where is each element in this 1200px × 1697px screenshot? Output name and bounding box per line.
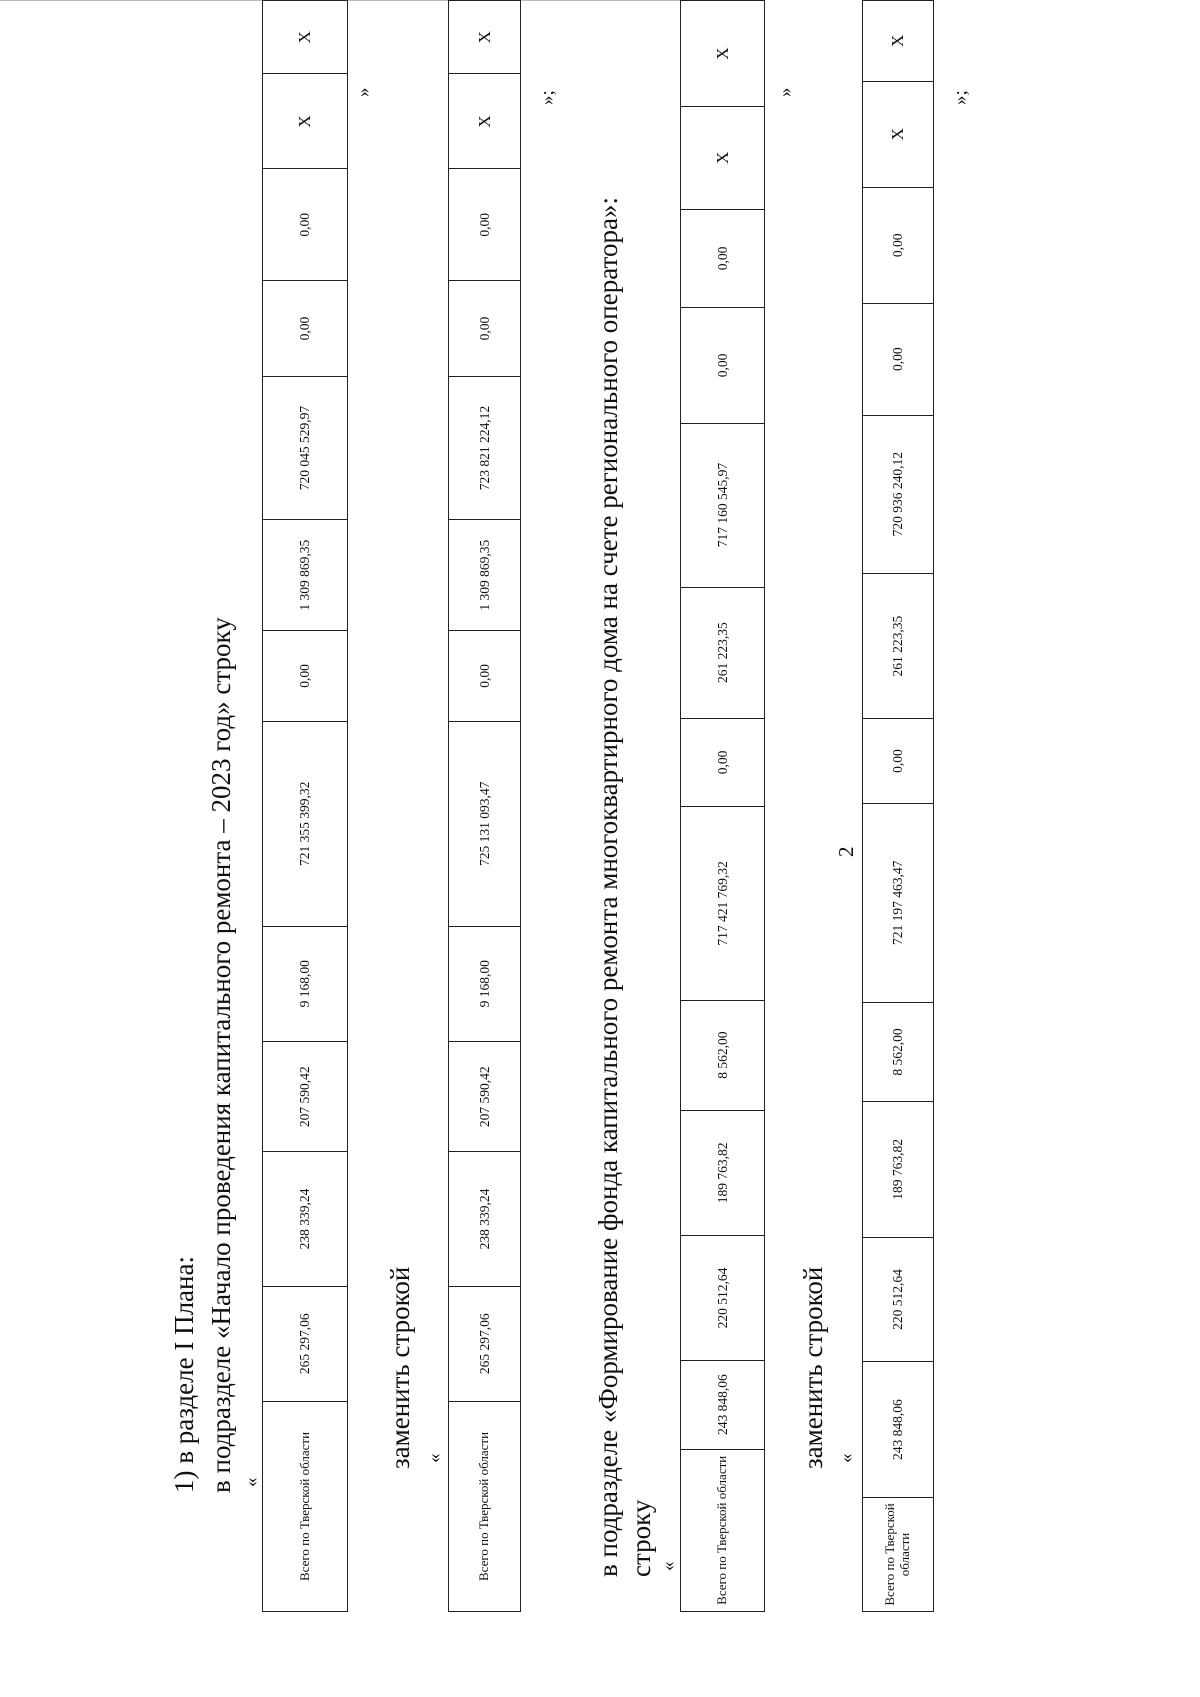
table-row-new-regop: [862, 0, 934, 1612]
open-quote: «: [836, 1453, 857, 1463]
table-cell: 1 309 869,35: [263, 520, 348, 631]
table-cell: 265 297,06: [263, 1286, 348, 1401]
subsection-2-heading-cont: строку: [626, 1499, 656, 1577]
table-cell: Х: [681, 107, 765, 209]
table-cell: 9 168,00: [263, 926, 348, 1041]
table-cell: Х: [263, 1, 348, 74]
table-cell: 1 309 869,35: [449, 520, 521, 631]
table-cell: Х: [681, 1, 765, 107]
table-cell: Всего по Тверской области: [681, 1449, 765, 1611]
table-cell: Х: [863, 81, 934, 187]
close-quote: »: [353, 87, 374, 97]
table-cell: 0,00: [263, 281, 348, 377]
table-cell: 207 590,42: [449, 1041, 521, 1152]
table-cell: 723 821 224,12: [449, 376, 521, 520]
table-cell: 0,00: [449, 630, 521, 721]
table-cell: 8 562,00: [681, 1000, 765, 1110]
table-cell: 238 339,24: [263, 1152, 348, 1286]
table-cell: Х: [449, 74, 521, 169]
table-cell: 720 045 529,97: [263, 376, 348, 520]
table-cell: 9 168,00: [449, 926, 521, 1041]
table-cell: Х: [263, 74, 348, 169]
table-cell: 0,00: [263, 630, 348, 721]
table-cell: 721 197 463,47: [863, 803, 934, 1002]
table-cell: 243 848,06: [681, 1360, 765, 1449]
table-cell: 717 421 769,32: [681, 807, 765, 1000]
table-cell: 0,00: [681, 308, 765, 423]
table-cell: 717 160 545,97: [681, 423, 765, 587]
section-intro: 1) в разделе I Плана:: [169, 1256, 199, 1493]
table-cell: 0,00: [681, 209, 765, 308]
subsection-1-heading: в подразделе «Начало проведения капитального ремонта – 2023 год» строку: [206, 617, 236, 1493]
table-cell: 189 763,82: [863, 1102, 934, 1238]
table-cell: 0,00: [449, 281, 521, 377]
replace-label: заменить строкой: [798, 1266, 828, 1469]
table-cell: 189 763,82: [681, 1110, 765, 1236]
replace-label: заменить строкой: [385, 1266, 415, 1469]
table-cell: 265 297,06: [449, 1286, 521, 1401]
table-cell: Всего по Тверской области: [863, 1497, 934, 1611]
table-cell: Всего по Тверской области: [263, 1401, 348, 1611]
table-cell: Х: [449, 1, 521, 74]
table-cell: 238 339,24: [449, 1152, 521, 1286]
table-row-old-regop: [680, 0, 765, 1612]
table-cell: Х: [863, 1, 934, 82]
subsection-2-heading: в подразделе «Формирование фонда капитального ремонта многоквартирного дома на счете регионального оператора»:: [593, 197, 623, 1577]
close-quote: »;: [950, 90, 971, 105]
table-cell: 0,00: [449, 169, 521, 281]
open-quote: «: [424, 1453, 445, 1463]
open-quote: «: [241, 1477, 262, 1487]
open-quote: «: [658, 1561, 679, 1571]
table-cell: 207 590,42: [263, 1041, 348, 1152]
table-cell: 8 562,00: [863, 1002, 934, 1101]
table-cell: 0,00: [263, 169, 348, 281]
page-number: 2: [834, 846, 858, 857]
close-quote: »;: [537, 90, 558, 105]
table-cell: 243 848,06: [863, 1362, 934, 1498]
table-cell: 0,00: [863, 719, 934, 803]
table-cell: Всего по Тверской области: [449, 1401, 521, 1611]
table-cell: 261 223,35: [863, 573, 934, 719]
table-cell: 220 512,64: [681, 1236, 765, 1361]
table-row-old-2023: [262, 0, 348, 1612]
table-cell: 0,00: [681, 718, 765, 807]
table-cell: 261 223,35: [681, 587, 765, 718]
table-cell: 220 512,64: [863, 1237, 934, 1362]
close-quote: »: [775, 87, 796, 97]
table-cell: 725 131 093,47: [449, 721, 521, 926]
table-cell: 0,00: [863, 303, 934, 415]
table-cell: 0,00: [863, 187, 934, 303]
table-cell: 721 355 399,32: [263, 721, 348, 926]
table-cell: 720 936 240,12: [863, 415, 934, 573]
table-row-new-2023: [448, 0, 521, 1612]
